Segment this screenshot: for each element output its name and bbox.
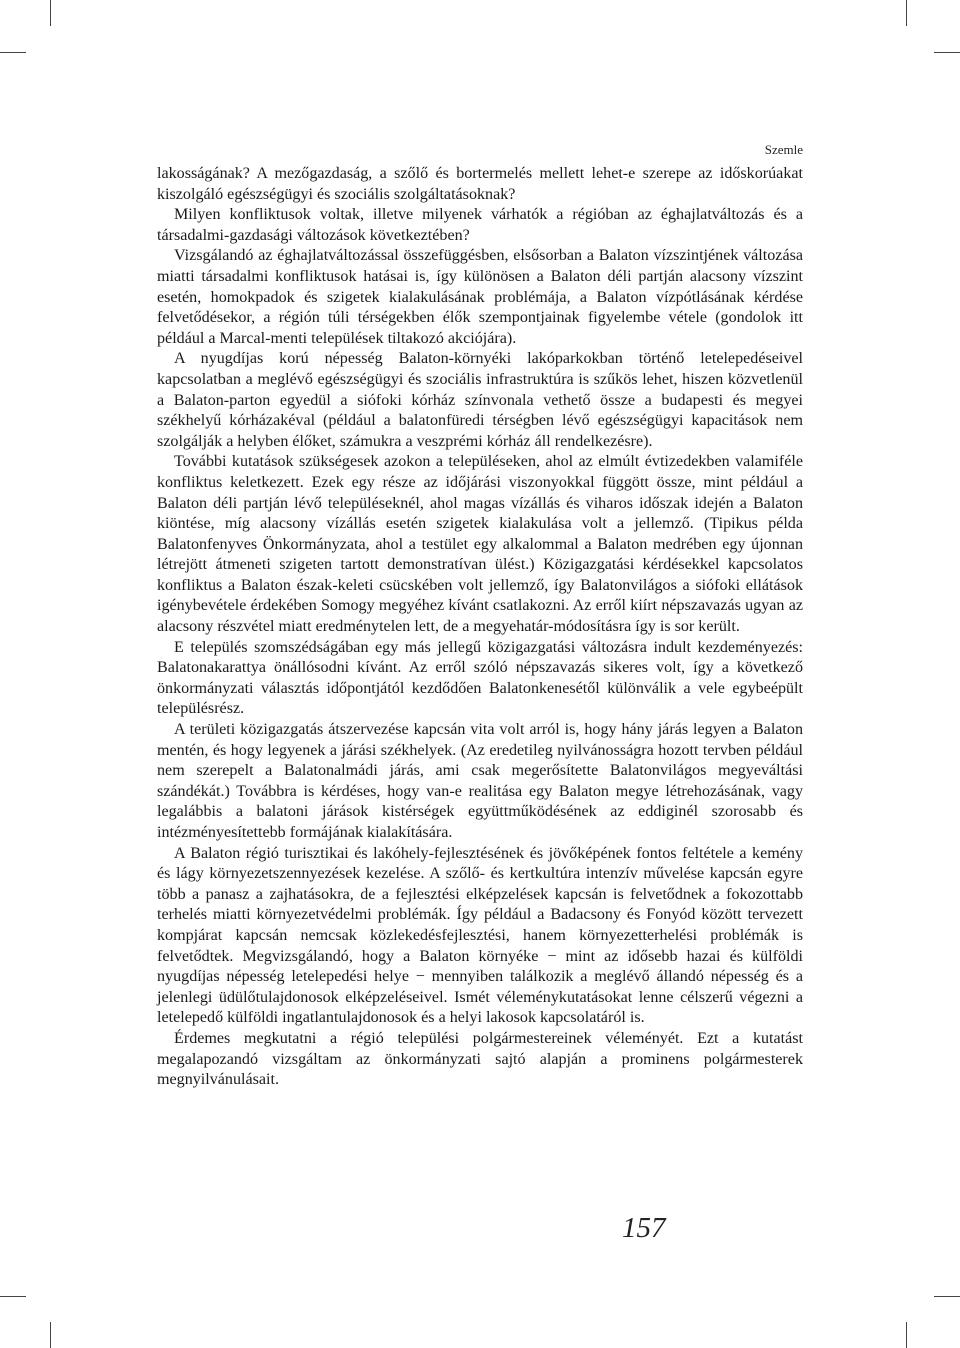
crop-mark bbox=[50, 1322, 51, 1348]
paragraph: A területi közigazgatás átszervezése kapcsán vita volt arról is, hogy hány járás legyen a Balaton mentén, és hogy legyenek a járási székhelyek. (Az eredetileg nyilvánosságra hozott tervben például nem szerepelt a Balatonalmádi járás, ami csak megerősítette Balatonvilágos megyeváltási szándékát.) Továbbra is kérdéses, hogy van-e realitása egy Balaton megye létrehozásának, vagy legalábbis a balatoni járások kistérségek együttműködésének az eddiginél szorosabb és intézményesítettebb formájának kialakítására. bbox=[157, 721, 803, 841]
paragraph: Milyen konfliktusok voltak, illetve milyenek várhatók a régióban az éghajlatváltozás és a társadalmi-gazdasági változások következtében? bbox=[157, 206, 803, 244]
crop-mark bbox=[906, 0, 907, 26]
crop-mark bbox=[934, 52, 960, 53]
article-body bbox=[157, 164, 803, 1091]
paragraph: További kutatások szükségesek azokon a településeken, ahol az elmúlt évtizedekben valamiféle konfliktus keletkezett. Ezek egy része az időjárási viszonyokkal függött össze, mint például a Balaton déli partján lévő településeknél, ahol magas vízállás és viharos időszak idején a Balaton kiöntése, míg alacsony vízállás esetén szigetek kialakulása volt a jellemző. (Tipikus példa Balatonfenyves Önkormányzata, ahol a testület egy alkalommal a Balaton medrében egy újonnan létrejött átmeneti szigeten tartott demonstratívan ülést.) Közigazgatási kérdésekkel kapcsolatos konfliktus a Balaton észak-keleti csücskében volt jellemző, így Balatonvilágos a siófoki ellátások igénybevétele érdekében Somogy megyéhez kívánt csatlakozni. Az erről kiírt népszavazás ugyan az alacsony részvétel miatt eredménytelen lett, de a megyehatár-módosításra így is sor került. bbox=[157, 453, 803, 636]
crop-mark bbox=[906, 1322, 907, 1348]
crop-mark bbox=[934, 1296, 960, 1297]
crop-mark bbox=[0, 52, 26, 53]
crop-mark bbox=[50, 0, 51, 26]
page-number: 157 bbox=[622, 1212, 666, 1244]
running-header: Szemle bbox=[764, 142, 803, 157]
paragraph: Érdemes megkutatni a régió települési polgármestereinek véleményét. Ezt a kutatást megalapozandó vizsgáltam az önkormányzati sajtó alapján a prominens polgármesterek megnyilvánulásait. bbox=[157, 1029, 803, 1089]
paragraph: A nyugdíjas korú népesség Balaton-környéki lakóparkokban történő letelepedéseivel kapcsolatban a meglévő egészségügyi és szociális infrastruktúra is szűkös lehet, hiszen közvetlenül a Balaton-parton egyedül a siófoki kórház színvonala vethető össze a budapesti és megyei székhelyű kórházakéval (például a balatonfüredi térségben lévő egészségügyi kapacitások nem szolgálják a helyben élőket, számukra a veszprémi kórház áll rendelkezésre). bbox=[157, 350, 803, 450]
crop-mark bbox=[0, 1296, 26, 1297]
paragraph: A Balaton régió turisztikai és lakóhely-fejlesztésének és jövőképének fontos feltétele a kemény és lágy környezetszennyezések kezelése. A szőlő- és kertkultúra intenzív művelése kapcsán egyre több a panasz a zajhatásokra, de a fejlesztési elképzelések kapcsán is felvetődnek a fokozottabb terhelés miatti környezetvédelmi problémák. Így például a Badacsony és Fonyód között tervezett kompjárat kapcsán nemcsak közlekedésfejlesztési, hanem környezetterhelési problémák is felvetődtek. Megvizsgálandó, hogy a Balaton környéke − mint az idősebb hazai és külföldi nyugdíjas népesség letelepedési helye − mennyiben találkozik a meglévő állandó népesség és a jelenlegi üdülőtulajdonosok elképzeléseivel. Ismét véleménykutatásokat lenne célszerű végezni a letelepedő külföldi ingatlantulajdonosok és a helyi lakosok kapcsolatáról is. bbox=[157, 844, 803, 1027]
paragraph: lakosságának? A mezőgazdaság, a szőlő és bortermelés mellett lehet-e szerepe az időskorúakat kiszolgáló egészségügyi és szociális szolgáltatásoknak? bbox=[157, 165, 803, 203]
paragraph: Vizsgálandó az éghajlatváltozással összefüggésben, elsősorban a Balaton vízszintjének változása miatti társadalmi konfliktusok hatásai is, így különösen a Balaton déli partján alacsony vízszint esetén, homokpadok és szigetek kialakulásának problémája, a Balaton vízpótlásának kérdése felvetődésekor, a régión túli térségekben élők szempontjainak figyelembe vétele (gondolok itt például a Marcal-menti települések tiltakozó akciójára). bbox=[157, 247, 803, 347]
paragraph: E település szomszédságában egy más jellegű közigazgatási változásra indult kezdeményezés: Balatonakarattya önállósodni kívánt. Az erről szóló népszavazás sikeres volt, így a következő önkormányzati választás időpontjától kezdődően Balatonkenesétől különválik a vele egybeépült településrész. bbox=[157, 638, 803, 718]
